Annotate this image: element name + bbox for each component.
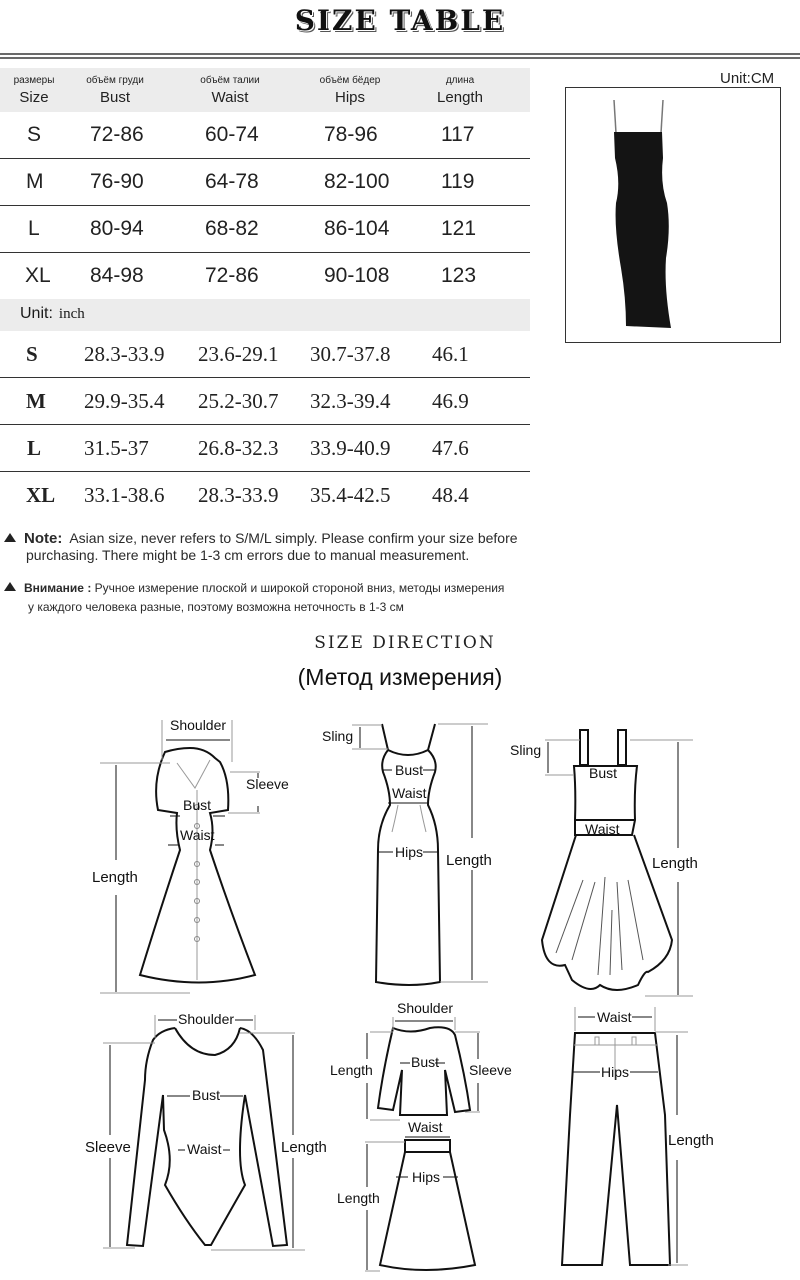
- cell-size: M: [26, 389, 46, 413]
- cell-bust: 84-98: [90, 264, 144, 287]
- title-divider-bottom: [0, 57, 800, 59]
- label-sleeve: Sleeve: [469, 1062, 512, 1078]
- size-direction-title: SIZE DIRECTION: [314, 633, 496, 653]
- table-row: [0, 425, 530, 472]
- label-length: Length: [446, 852, 492, 869]
- diagram-aline-dress: [500, 710, 710, 990]
- cell-waist: 60-74: [205, 123, 259, 146]
- label-length-top: Length: [330, 1062, 373, 1078]
- cell-length: 119: [441, 170, 475, 193]
- table-row: [0, 206, 530, 253]
- cell-waist: 26.8-32.3: [198, 436, 279, 460]
- cell-length: 121: [441, 217, 477, 240]
- note-russian: [4, 580, 504, 617]
- table-row: [0, 331, 530, 378]
- cell-waist: 25.2-30.7: [198, 389, 279, 413]
- cell-length: 117: [441, 123, 475, 146]
- diagram-top-skirt-set: [325, 995, 525, 1280]
- unit-inch-row: [0, 299, 530, 331]
- label-length: Length: [281, 1139, 327, 1156]
- cell-hips: 82-100: [324, 170, 390, 193]
- table-row: [0, 112, 530, 159]
- cell-size: L: [28, 217, 40, 240]
- label-shoulder: Shoulder: [178, 1011, 235, 1027]
- table-row: [0, 159, 530, 206]
- cell-bust: 28.3-33.9: [84, 342, 165, 366]
- cell-waist: 68-82: [205, 217, 259, 240]
- cell-waist: 23.6-29.1: [198, 342, 279, 366]
- diagram-trousers: [540, 995, 730, 1280]
- cell-length: 46.9: [432, 389, 469, 413]
- label-length: Length: [668, 1132, 714, 1149]
- label-hips: Hips: [412, 1169, 441, 1185]
- size-table-cm: [0, 68, 530, 518]
- note-ru-line1: Ручное измерение плоской и широкой стороной вниз, методы измерения: [94, 581, 505, 595]
- label-waist: Waist: [597, 1009, 632, 1025]
- label-hips: Hips: [601, 1064, 630, 1080]
- column-label-en: Bust: [99, 89, 130, 106]
- cell-hips: 86-104: [324, 217, 390, 240]
- column-hips: [310, 68, 390, 106]
- diagram-bodysuit: [75, 1000, 335, 1270]
- note-label: Note:: [24, 530, 63, 547]
- note-english: [4, 530, 518, 564]
- label-bust: Bust: [411, 1054, 440, 1070]
- cell-bust: 76-90: [90, 170, 144, 193]
- label-sling: Sling: [510, 742, 542, 758]
- label-length-skirt: Length: [337, 1190, 380, 1206]
- label-bust: Bust: [395, 762, 424, 778]
- label-bust: Bust: [589, 765, 618, 781]
- label-waist: Waist: [187, 1141, 222, 1157]
- label-length: Length: [92, 869, 138, 886]
- column-size: [8, 68, 60, 106]
- label-sleeve: Sleeve: [246, 776, 289, 792]
- cell-size: XL: [25, 264, 51, 287]
- label-hips: Hips: [395, 844, 424, 860]
- diagram-sling-dress: [310, 710, 510, 990]
- cell-size: L: [27, 436, 42, 460]
- column-label-en: Hips: [334, 89, 365, 106]
- cell-length: 47.6: [432, 436, 469, 460]
- column-label-ru: объём талии: [200, 75, 260, 86]
- label-waist: Waist: [408, 1119, 443, 1135]
- unit-cm-label: Unit:CM: [720, 70, 775, 87]
- cell-hips: 32.3-39.4: [310, 389, 391, 413]
- cell-bust: 72-86: [90, 123, 144, 146]
- cell-size: S: [26, 342, 38, 366]
- page-title: SIZE TABLE: [294, 4, 506, 37]
- cell-hips: 90-108: [324, 264, 390, 287]
- cell-size: S: [27, 123, 42, 146]
- label-bust: Bust: [183, 797, 212, 813]
- note-label-ru: Внимание :: [24, 581, 92, 595]
- column-label-ru: объём груди: [86, 75, 144, 86]
- diagram-shirt-dress: [80, 710, 310, 990]
- label-length: Length: [652, 855, 698, 872]
- black-dress-image: [566, 88, 780, 342]
- table-row: [0, 378, 530, 425]
- triangle-icon: [4, 582, 16, 591]
- label-shoulder: Shoulder: [397, 1000, 454, 1016]
- column-label-ru: длина: [445, 75, 475, 86]
- triangle-icon: [4, 533, 16, 542]
- column-label-en: Size: [19, 89, 49, 106]
- note-text-line1: Asian size, never refers to S/M/L simply. Please confirm your size before: [69, 530, 518, 546]
- column-label-ru: размеры: [13, 75, 55, 86]
- table-row: [0, 253, 530, 299]
- note-text-line2: purchasing. There might be 1-3 cm errors due to manual measurement.: [26, 547, 470, 563]
- column-label-en: Length: [437, 89, 483, 106]
- cell-length: 46.1: [432, 342, 469, 366]
- note-ru-line2: у каждого человека разные, поэтому возможна неточность в 1-3 см: [28, 600, 404, 614]
- cell-hips: 33.9-40.9: [310, 436, 391, 460]
- cell-hips: 78-96: [324, 123, 378, 146]
- size-direction-subtitle: (Метод измерения): [297, 664, 503, 690]
- unit-label: Unit:: [20, 305, 53, 322]
- table-row: [0, 472, 530, 518]
- cell-length: 48.4: [432, 483, 469, 507]
- column-label-ru: объём бёдер: [319, 75, 381, 86]
- cell-bust: 29.9-35.4: [84, 389, 165, 413]
- cell-size: XL: [26, 483, 56, 507]
- cell-size: M: [26, 170, 44, 193]
- label-shoulder: Shoulder: [170, 717, 227, 733]
- cell-bust: 33.1-38.6: [84, 483, 165, 507]
- cell-length: 123: [441, 264, 477, 287]
- cell-waist: 64-78: [205, 170, 259, 193]
- cell-hips: 35.4-42.5: [310, 483, 391, 507]
- title-divider-top: [0, 53, 800, 55]
- column-label-en: Waist: [211, 89, 249, 106]
- label-waist: Waist: [392, 785, 427, 801]
- column-bust: [74, 68, 156, 106]
- table-header: [0, 68, 530, 112]
- cell-bust: 80-94: [90, 217, 144, 240]
- column-length: [425, 68, 495, 106]
- label-waist: Waist: [585, 821, 620, 837]
- label-bust: Bust: [192, 1087, 221, 1103]
- label-waist: Waist: [180, 827, 215, 843]
- cell-waist: 28.3-33.9: [198, 483, 279, 507]
- cell-bust: 31.5-37: [84, 436, 149, 460]
- product-image: [565, 87, 781, 343]
- unit-value: inch: [58, 306, 85, 322]
- cell-hips: 30.7-37.8: [310, 342, 391, 366]
- label-sleeve: Sleeve: [85, 1139, 131, 1156]
- label-sling: Sling: [322, 728, 354, 744]
- column-waist: [190, 68, 270, 106]
- cell-waist: 72-86: [205, 264, 259, 287]
